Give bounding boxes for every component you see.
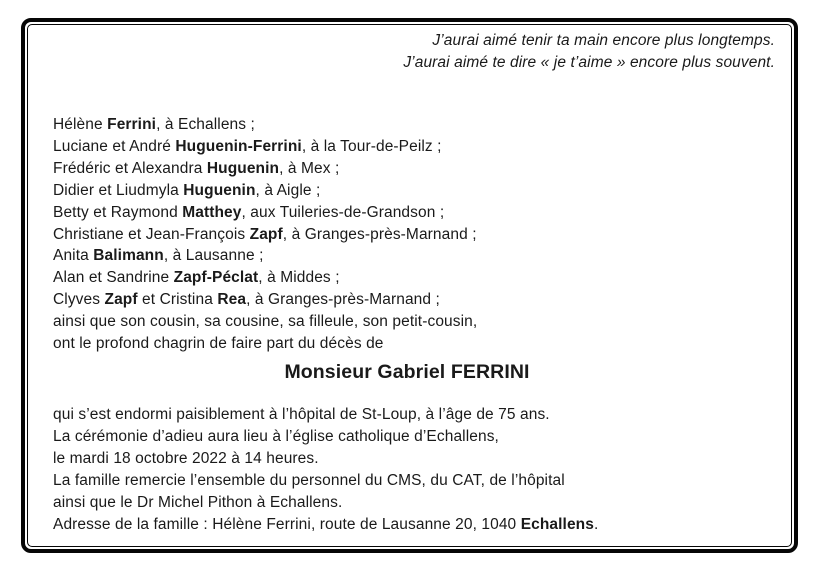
notice-inner-frame bbox=[27, 24, 792, 547]
epigraph-line-2: J’aurai aimé te dire « je t’aime » encore plus souvent. bbox=[403, 54, 775, 71]
epigraph-line-1: J’aurai aimé tenir ta main encore plus longtemps. bbox=[432, 32, 775, 49]
text-segment: Anita bbox=[53, 247, 94, 265]
announcement-line bbox=[53, 448, 775, 470]
family-surname: Balimann bbox=[93, 247, 164, 265]
text-segment: Christiane et Jean-François bbox=[53, 225, 250, 243]
family-line bbox=[53, 333, 775, 355]
text-segment: le mardi 18 octobre 2022 à 14 heures. bbox=[53, 449, 319, 467]
text-segment: , à Granges-près-Marnand ; bbox=[282, 225, 477, 243]
announcement-line bbox=[53, 426, 775, 448]
text-segment: Alan et Sandrine bbox=[53, 269, 174, 287]
family-line bbox=[53, 136, 775, 158]
text-segment: Clyves bbox=[53, 291, 105, 309]
family-line bbox=[53, 158, 775, 180]
family-surname: Huguenin bbox=[183, 181, 256, 199]
text-segment: ont le profond chagrin de faire part du décès de bbox=[53, 335, 384, 353]
family-surname: Matthey bbox=[182, 203, 242, 221]
epigraph bbox=[53, 30, 775, 74]
family-surname: Huguenin bbox=[206, 159, 280, 177]
announcement-line bbox=[53, 514, 775, 536]
family-line bbox=[53, 267, 775, 289]
text-segment: Hélène bbox=[53, 116, 108, 133]
text-segment: Frédéric et Alexandra bbox=[53, 159, 207, 177]
deceased-name-heading: Monsieur Gabriel FERRINI bbox=[284, 360, 530, 383]
text-segment: . bbox=[593, 515, 599, 533]
text-segment: Luciane et André bbox=[53, 137, 176, 155]
family-line bbox=[53, 245, 775, 267]
family-surname: Zapf bbox=[249, 225, 283, 243]
text-segment: qui s’est endormi paisiblement à l’hôpital de St-Loup, à l’âge de 75 ans. bbox=[53, 405, 550, 423]
text-segment: , à Granges-près-Marnand ; bbox=[246, 291, 440, 309]
announcement-line bbox=[53, 404, 775, 426]
text-segment: ainsi que son cousin, sa cousine, sa filleule, son petit-cousin, bbox=[53, 313, 478, 331]
text-segment: , à Lausanne ; bbox=[163, 247, 264, 265]
family-line bbox=[53, 180, 775, 202]
family-surname: Zapf bbox=[104, 291, 138, 309]
text-segment: ainsi que le Dr Michel Pithon à Echallens. bbox=[53, 493, 343, 511]
text-segment: , à Middes ; bbox=[258, 269, 340, 287]
text-segment: , aux Tuileries-de-Grandson ; bbox=[241, 203, 445, 221]
text-segment: et Cristina bbox=[137, 291, 218, 309]
family-line bbox=[53, 289, 775, 311]
family-surname: Huguenin-Ferrini bbox=[175, 137, 302, 155]
notice-border-frame bbox=[21, 18, 798, 553]
family-surname: Zapf-Péclat bbox=[173, 269, 259, 287]
family-line bbox=[53, 224, 775, 246]
family-line bbox=[53, 114, 775, 136]
family-line bbox=[53, 202, 775, 224]
family-surname: Ferrini bbox=[107, 116, 157, 133]
announcement bbox=[53, 404, 775, 535]
text-segment: La famille remercie l’ensemble du personnel du CMS, du CAT, de l’hôpital bbox=[53, 471, 565, 489]
announcement-line bbox=[53, 470, 775, 492]
notice-content bbox=[28, 25, 791, 546]
text-segment: , à la Tour-de-Peilz ; bbox=[301, 137, 442, 155]
text-segment: Didier et Liudmyla bbox=[53, 181, 184, 199]
text-segment: Betty et Raymond bbox=[53, 203, 183, 221]
text-segment: La cérémonie d’adieu aura lieu à l’église catholique d’Echallens, bbox=[53, 427, 499, 445]
text-segment: , à Echallens ; bbox=[156, 116, 255, 133]
family-list bbox=[53, 114, 775, 355]
family-surname: Echallens bbox=[520, 515, 594, 533]
text-segment: , à Aigle ; bbox=[255, 181, 321, 199]
text-segment: Adresse de la famille : Hélène Ferrini, route de Lausanne 20, 1040 bbox=[53, 515, 521, 533]
text-segment: , à Mex ; bbox=[279, 159, 340, 177]
family-line bbox=[53, 311, 775, 333]
family-surname: Rea bbox=[217, 291, 247, 309]
announcement-line bbox=[53, 492, 775, 514]
